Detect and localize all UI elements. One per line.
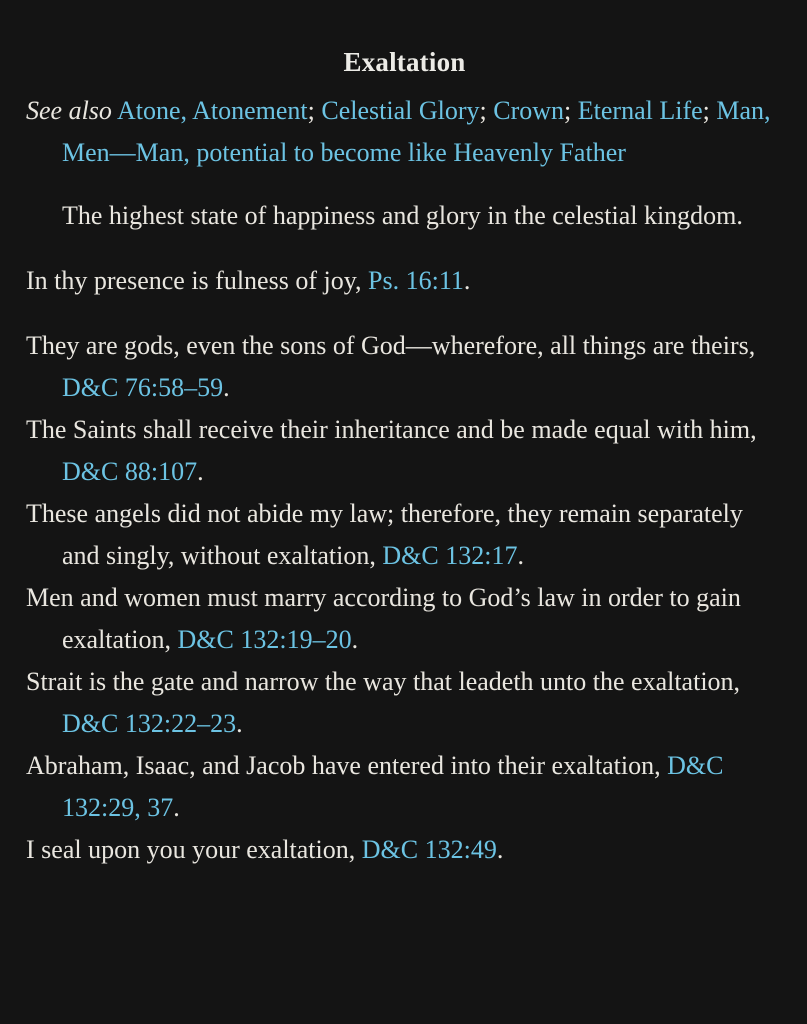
- entry-text: They are gods, even the sons of God—wherefore, all things are theirs,: [26, 331, 756, 360]
- scripture-entry: They are gods, even the sons of God—wherefore, all things are theirs, D&C 76:58–59.: [26, 331, 756, 402]
- entry-text: Men and women must marry according to God’s law in order to gain exaltation,: [26, 583, 741, 654]
- see-also-label: See also: [26, 96, 112, 125]
- entry-text: Abraham, Isaac, and Jacob have entered into their exaltation,: [26, 751, 668, 780]
- scripture-reference-link[interactable]: D&C 132:19–20: [177, 625, 352, 654]
- scripture-reference-link[interactable]: D&C 76:58–59: [62, 373, 224, 402]
- see-also-link-celestial-glory[interactable]: Celestial Glory: [321, 96, 480, 125]
- entry-title: Exaltation: [343, 47, 466, 77]
- see-also-link-man-potential[interactable]: Man, Men—Man, potential to become like Heavenly Father: [62, 96, 771, 167]
- scripture-reference-link[interactable]: D&C 132:22–23: [62, 709, 237, 738]
- see-also-link-eternal-life[interactable]: Eternal Life: [577, 96, 703, 125]
- see-also-link-crown[interactable]: Crown: [493, 96, 565, 125]
- scripture-entry: Abraham, Isaac, and Jacob have entered into their exaltation, D&C 132:29, 37.: [26, 751, 724, 822]
- entry-text: These angels did not abide my law; therefore, they remain separately and singly, without exaltation,: [26, 499, 743, 570]
- scripture-entry: These angels did not abide my law; therefore, they remain separately and singly, without exaltation, D&C 132:17.: [26, 499, 743, 570]
- scripture-reference-link[interactable]: D&C 132:29, 37: [62, 751, 724, 822]
- see-also-line: See also Atone, Atonement; Celestial Glory; Crown; Eternal Life; Man, Men—Man, potential to become like Heavenly Father: [26, 96, 771, 167]
- scripture-reference-link[interactable]: D&C 88:107: [62, 457, 198, 486]
- scripture-entry: Men and women must marry according to God’s law in order to gain exaltation, D&C 132:19–20.: [26, 583, 741, 654]
- scripture-entry: The Saints shall receive their inheritance and be made equal with him, D&C 88:107.: [26, 415, 757, 486]
- scripture-reference-link[interactable]: D&C 132:17: [382, 541, 518, 570]
- scripture-entry: In thy presence is fulness of joy, Ps. 16:11.: [26, 266, 471, 295]
- entry-text: I seal upon you your exaltation,: [26, 835, 362, 864]
- scripture-entry: I seal upon you your exaltation, D&C 132:49.: [26, 835, 504, 864]
- scripture-reference-link[interactable]: D&C 132:49: [361, 835, 497, 864]
- entry-text: Strait is the gate and narrow the way that leadeth unto the exaltation,: [26, 667, 741, 696]
- scripture-entry: Strait is the gate and narrow the way that leadeth unto the exaltation, D&C 132:22–23.: [26, 667, 741, 738]
- scripture-reference-link[interactable]: Ps. 16:11: [368, 266, 464, 295]
- entry-text: In thy presence is fulness of joy,: [26, 266, 369, 295]
- see-also-link-atonement[interactable]: Atone, Atonement: [117, 96, 308, 125]
- entry-text: The Saints shall receive their inheritance and be made equal with him,: [26, 415, 757, 444]
- entry-definition: The highest state of happiness and glory in the celestial kingdom.: [62, 201, 743, 230]
